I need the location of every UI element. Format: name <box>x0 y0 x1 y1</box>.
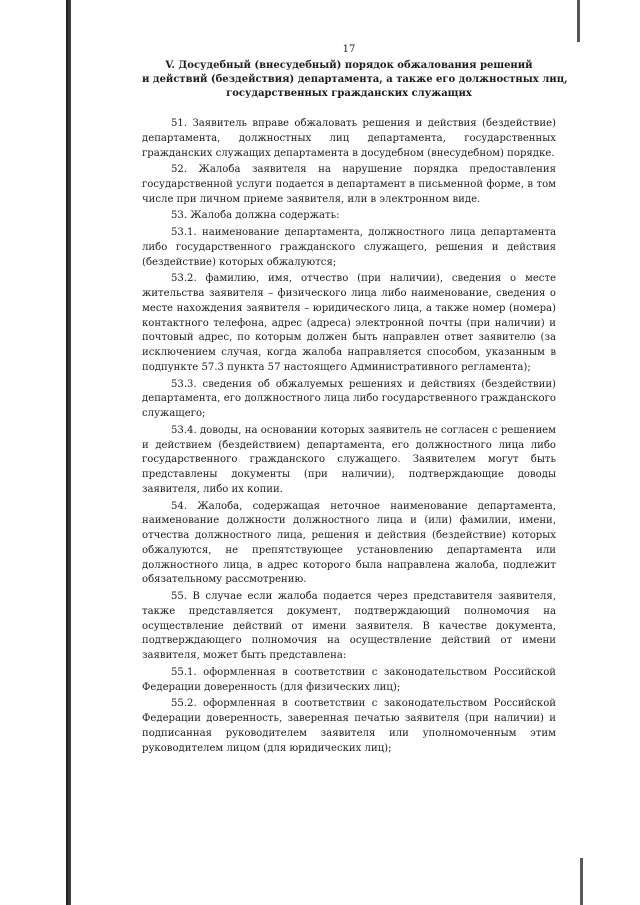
heading-line: государственных гражданских служащих <box>226 88 472 99</box>
paragraph-53: 53. Жалоба должна содержать: <box>171 210 340 222</box>
heading-line: V. Досудебный (внесудебный) порядок обжалования решений <box>165 60 533 71</box>
heading-line: и действий (бездействия) департамента, а также его должностных лиц, <box>142 74 568 85</box>
body-text <box>142 117 556 758</box>
paragraph-53-2: 53.2. фамилию, имя, отчество (при наличии), сведения о месте жительства заявителя – физического лица либо наименование, сведения о месте нахождения заявителя – юридического лица, а также номер (номера) контактного телефона, адрес (адреса) электронной почты (при наличии) и почтовый адрес, по которым должен быть направлен ответ заявителю (за исключением случая, когда жалоба направляется способом, указанным в подпункте 57.3 пункта 57 настоящего Административного регламента); <box>142 273 556 373</box>
paragraph-55-2: 55.2. оформленная в соответствии с законодательством Российской Федерации доверенность, заверенная печатью заявителя (при наличии) и подписанная руководителем заявителя или уполномоченным этим руководителем лицом (для юридических лиц); <box>142 698 556 754</box>
paragraph-55: 55. В случае если жалоба подается через представителя заявителя, также представляется документ, подтверждающий полномочия на осуществление действий от имени заявителя. В качестве документа, подтверждающего полномочия на осуществление действий от имени заявителя, может быть представлена: <box>142 591 556 662</box>
paragraph-51: 51. Заявитель вправе обжаловать решения и действия (бездействие) департамента, должностных лиц департамента, государственных гражданских служащих департамента в досудебном (внесудебном) порядке. <box>142 118 556 159</box>
paragraph-52: 52. Жалоба заявителя на нарушение порядка предоставления государственной услуги подается в департамент в письменной форме, в том числе при личном приеме заявителя, или в электронном виде. <box>142 164 556 205</box>
scan-right-edge-top <box>577 0 580 42</box>
paragraph-53-1: 53.1. наименование департамента, должностного лица департамента либо государственного гражданского служащего, решения и действия (бездействие) которых обжалуются; <box>142 226 556 268</box>
paragraph-54: 54. Жалоба, содержащая неточное наименование департамента, наименование должности должностного лица и (или) фамилии, имени, отчества должностного лица, решения и действия (бездействие) которых обжалуются, не препятствующее установлению департамента или должностного лица, в адрес которого была направлена жалоба, подлежит обязательному рассмотрению. <box>142 500 556 586</box>
page-number: 17 <box>342 44 356 55</box>
scan-left-edge <box>66 0 71 905</box>
section-heading <box>142 59 568 101</box>
scan-right-edge-bottom <box>580 858 583 905</box>
paragraph-53-3: 53.3. сведения об обжалуемых решениях и действиях (бездействии) департамента, его должностного лица либо государственного гражданского служащего; <box>142 378 556 420</box>
document-page <box>142 0 568 905</box>
paragraph-55-1: 55.1. оформленная в соответствии с законодательством Российской Федерации доверенность (для физических лиц); <box>142 666 556 693</box>
paragraph-53-4: 53.4. доводы, на основании которых заявитель не согласен с решением и действием (бездействием) департамента, его должностного лица либо государственного гражданского служащего. Заявителем могут быть представлены документы (при наличии), подтверждающие доводы заявителя, либо их копии. <box>142 424 556 495</box>
